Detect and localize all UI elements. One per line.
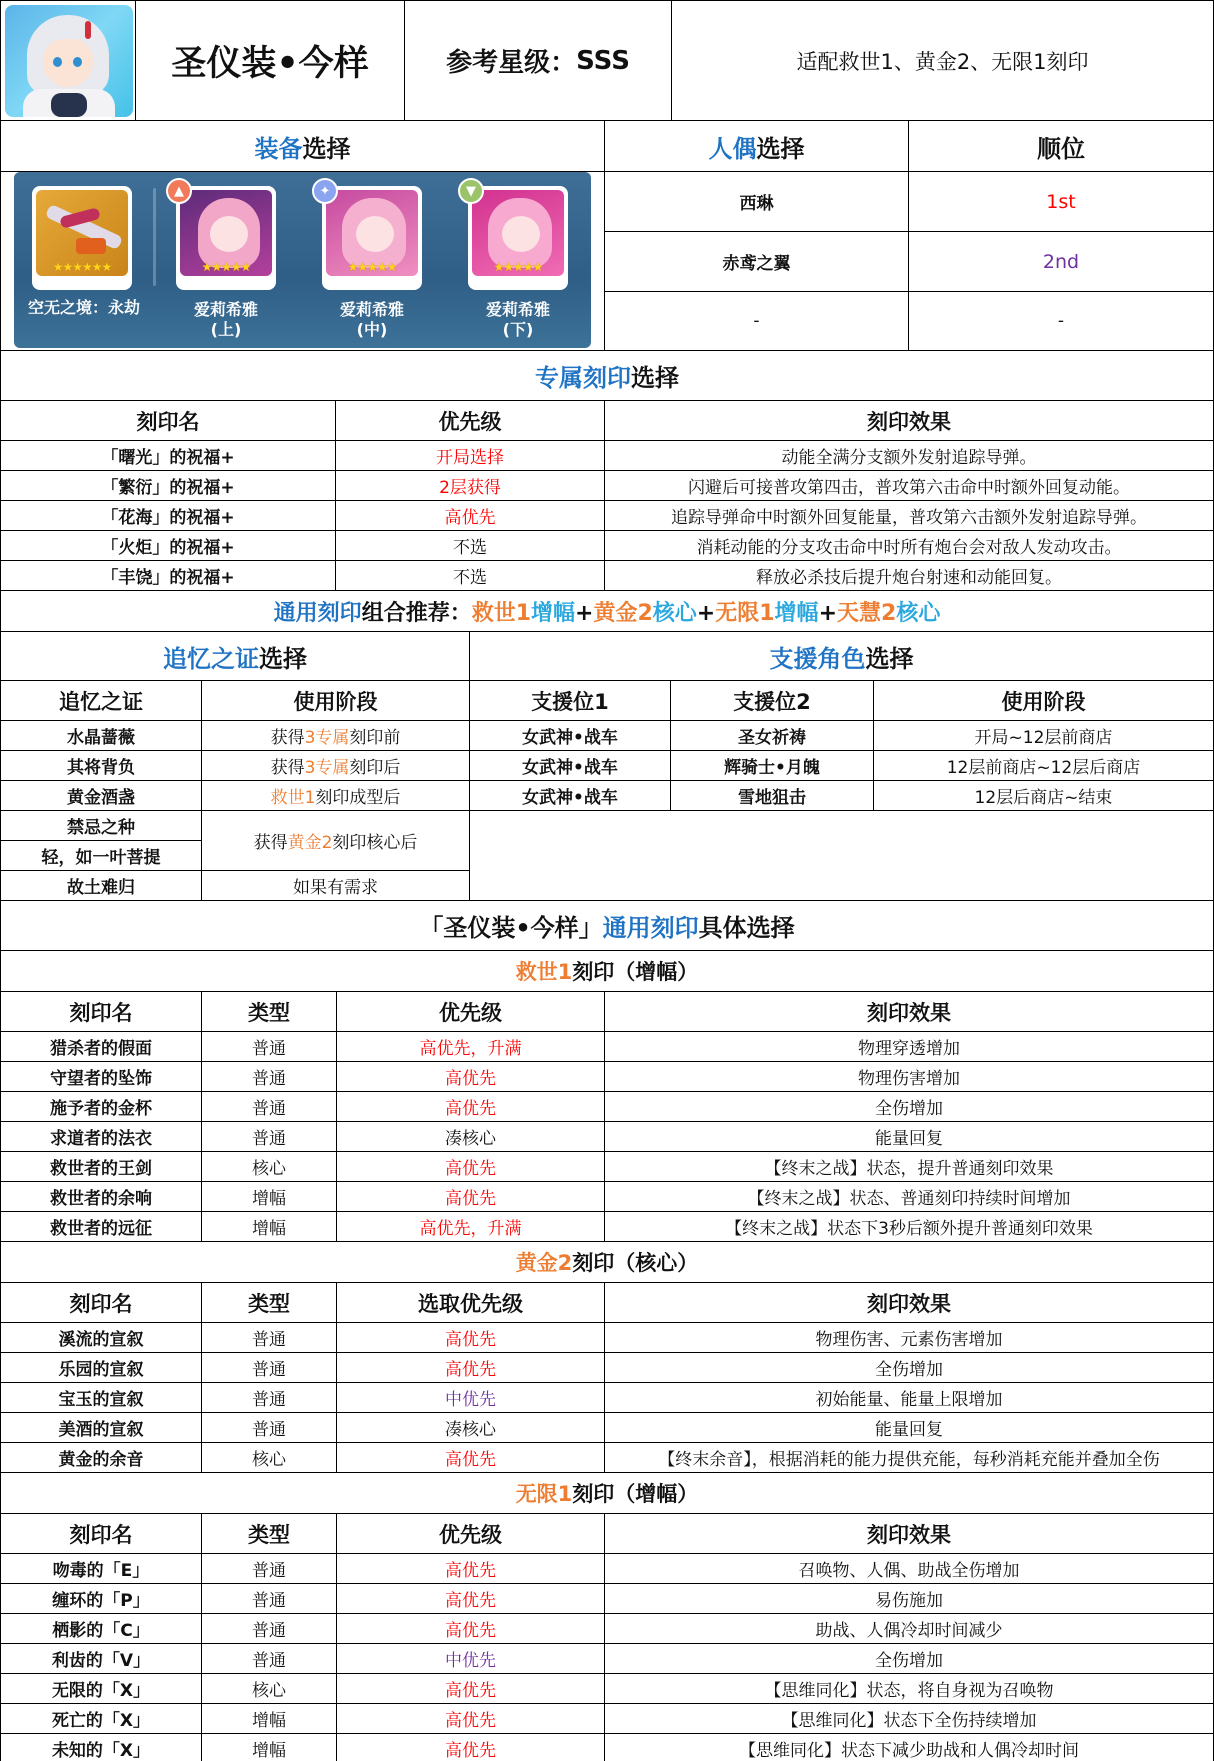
support-row-stage: 12层后商店~结束 bbox=[873, 780, 1214, 811]
memory-row-name: 水晶蔷薇 bbox=[0, 720, 202, 751]
combo-text: 通用刻印组合推荐：救世1增幅+黄金2核心+无限1增幅+天慧2核心 bbox=[273, 600, 941, 626]
general-header-name: 刻印名 bbox=[0, 991, 202, 1032]
doll-order-3: - bbox=[908, 291, 1214, 351]
general-row-type: 普通 bbox=[201, 1091, 337, 1122]
general-group-title: 黄金2 刻印（核心） bbox=[0, 1241, 1214, 1283]
general-row-effect: 召唤物、人偶、助战全伤增加 bbox=[604, 1553, 1214, 1584]
general-row-priority: 高优先 bbox=[336, 1553, 605, 1584]
exclusive-row-priority: 不选 bbox=[335, 560, 605, 591]
weapon-icon: ★★★★★★ bbox=[36, 190, 128, 276]
exclusive-header-priority: 优先级 bbox=[335, 400, 605, 441]
support-row-slot2: 辉骑士•月魄 bbox=[670, 750, 874, 781]
general-row-priority: 高优先 bbox=[336, 1181, 605, 1212]
doll-order-2: 2nd bbox=[908, 231, 1214, 292]
support-section-title: 支援角色 选择 bbox=[469, 631, 1214, 681]
general-row-effect: 【思维同化】状态，将自身视为召唤物 bbox=[604, 1673, 1214, 1704]
general-row-type: 普通 bbox=[201, 1352, 337, 1383]
general-row-type: 普通 bbox=[201, 1583, 337, 1614]
general-header-priority: 优先级 bbox=[336, 1513, 605, 1554]
general-row-name: 无限的「X」 bbox=[0, 1673, 202, 1704]
memory-row-stage-merged: 获得 黄金2 刻印核心后 bbox=[201, 810, 470, 871]
doll-name-2: 赤鸢之翼 bbox=[604, 231, 909, 292]
doll-order-1: 1st bbox=[908, 171, 1214, 232]
exclusive-row-name: 「曙光」的祝福+ bbox=[0, 440, 336, 471]
general-row-priority: 高优先 bbox=[336, 1673, 605, 1704]
general-row-priority: 高优先 bbox=[336, 1091, 605, 1122]
general-row-name: 救世者的王剑 bbox=[0, 1151, 202, 1182]
general-row-priority: 高优先 bbox=[336, 1733, 605, 1761]
memory-header-name: 追忆之证 bbox=[0, 680, 202, 721]
general-row-type: 普通 bbox=[201, 1121, 337, 1152]
general-row-name: 求道者的法衣 bbox=[0, 1121, 202, 1152]
memory-row-stage: 如果有需求 bbox=[201, 870, 470, 901]
general-row-priority: 高优先 bbox=[336, 1151, 605, 1182]
general-row-type: 普通 bbox=[201, 1643, 337, 1674]
character-name: 圣仪装•今样 bbox=[171, 43, 369, 84]
general-row-priority: 凑核心 bbox=[336, 1412, 605, 1443]
general-row-effect: 易伤施加 bbox=[604, 1583, 1214, 1614]
support-row-stage: 12层前商店~12层后商店 bbox=[873, 750, 1214, 781]
general-row-name: 宝玉的宣叙 bbox=[0, 1382, 202, 1413]
weapon-name: 空无之境：永劫 bbox=[27, 298, 140, 317]
general-row-type: 普通 bbox=[201, 1553, 337, 1584]
general-group-title: 救世1 刻印（增幅） bbox=[0, 950, 1214, 992]
adapt-note: 适配救世1、黄金2、无限1刻印 bbox=[796, 49, 1089, 74]
exclusive-row-priority: 高优先 bbox=[335, 500, 605, 531]
exclusive-row-effect: 动能全满分支额外发射追踪导弹。 bbox=[604, 440, 1214, 471]
memory-row-stage: 获得 3专属 刻印后 bbox=[201, 750, 470, 781]
general-row-name: 救世者的远征 bbox=[0, 1211, 202, 1242]
stigma-top-portrait: ★★★★★ bbox=[180, 190, 272, 276]
exclusive-row-effect: 追踪导弹命中时额外回复能量，普攻第六击额外发射追踪导弹。 bbox=[604, 500, 1214, 531]
general-row-type: 普通 bbox=[201, 1061, 337, 1092]
general-row-effect: 物理伤害增加 bbox=[604, 1061, 1214, 1092]
general-row-name: 施予者的金杯 bbox=[0, 1091, 202, 1122]
memory-row-stage: 救世1 刻印成型后 bbox=[201, 780, 470, 811]
general-row-effect: 能量回复 bbox=[604, 1121, 1214, 1152]
general-header-name: 刻印名 bbox=[0, 1513, 202, 1554]
general-row-type: 增幅 bbox=[201, 1181, 337, 1212]
general-row-priority: 高优先 bbox=[336, 1583, 605, 1614]
ice-element-icon: ✦ bbox=[312, 178, 338, 204]
general-row-name: 守望者的坠饰 bbox=[0, 1061, 202, 1092]
exclusive-row-priority: 开局选择 bbox=[335, 440, 605, 471]
general-row-type: 增幅 bbox=[201, 1211, 337, 1242]
stigma-middle-label: 爱莉希雅 (中) bbox=[339, 300, 404, 339]
support-row-stage: 开局~12层前商店 bbox=[873, 720, 1214, 751]
memory-header-stage: 使用阶段 bbox=[201, 680, 470, 721]
support-row-slot1: 女武神•战车 bbox=[469, 720, 671, 751]
combo-recommendation bbox=[0, 590, 1214, 632]
memory-row-stage: 获得 3专属 刻印前 bbox=[201, 720, 470, 751]
support-header-slot2: 支援位2 bbox=[670, 680, 874, 721]
equipment-section-title: 装备 选择 bbox=[0, 120, 605, 172]
general-row-effect: 【思维同化】状态下全伤持续增加 bbox=[604, 1703, 1214, 1734]
general-row-type: 普通 bbox=[201, 1613, 337, 1644]
exclusive-row-priority: 2层获得 bbox=[335, 470, 605, 501]
memory-row-name: 禁忌之种 bbox=[0, 810, 202, 841]
general-header-type: 类型 bbox=[201, 991, 337, 1032]
exclusive-row-name: 「丰饶」的祝福+ bbox=[0, 560, 336, 591]
exclusive-section-title: 专属刻印 选择 bbox=[0, 350, 1214, 401]
general-row-name: 美酒的宣叙 bbox=[0, 1412, 202, 1443]
general-row-effect: 全伤增加 bbox=[604, 1352, 1214, 1383]
general-row-name: 乐园的宣叙 bbox=[0, 1352, 202, 1383]
exclusive-row-name: 「花海」的祝福+ bbox=[0, 500, 336, 531]
general-row-effect: 【终末之战】状态下3秒后额外提升普通刻印效果 bbox=[604, 1211, 1214, 1242]
general-row-name: 死亡的「X」 bbox=[0, 1703, 202, 1734]
panel-divider bbox=[153, 188, 156, 286]
general-row-type: 增幅 bbox=[201, 1703, 337, 1734]
general-row-name: 黄金的余音 bbox=[0, 1442, 202, 1473]
memory-row-name: 故土难归 bbox=[0, 870, 202, 901]
doll-name-3: - bbox=[604, 291, 909, 351]
stigma-card-top[interactable] bbox=[176, 186, 276, 290]
general-row-type: 普通 bbox=[201, 1031, 337, 1062]
stigma-bottom-label: 爱莉希雅 (下) bbox=[485, 300, 550, 339]
general-row-effect: 物理穿透增加 bbox=[604, 1031, 1214, 1062]
stigma-top-label: 爱莉希雅 (上) bbox=[193, 300, 258, 339]
general-header-type: 类型 bbox=[201, 1513, 337, 1554]
general-row-type: 核心 bbox=[201, 1442, 337, 1473]
general-row-type: 增幅 bbox=[201, 1733, 337, 1761]
general-row-priority: 高优先，升满 bbox=[336, 1031, 605, 1062]
general-row-effect: 【终末余音】，根据消耗的能力提供充能，每秒消耗充能并叠加全伤 bbox=[604, 1442, 1214, 1473]
general-header-name: 刻印名 bbox=[0, 1282, 202, 1323]
general-row-effect: 助战、人偶冷却时间减少 bbox=[604, 1613, 1214, 1644]
adapt-note-cell bbox=[671, 0, 1214, 121]
general-row-effect: 全伤增加 bbox=[604, 1643, 1214, 1674]
general-row-name: 吻毒的「E」 bbox=[0, 1553, 202, 1584]
support-row-slot1: 女武神•战车 bbox=[469, 750, 671, 781]
general-row-effect: 【终末之战】状态，提升普通刻印效果 bbox=[604, 1151, 1214, 1182]
general-row-priority: 中优先 bbox=[336, 1382, 605, 1413]
general-row-name: 未知的「X」 bbox=[0, 1733, 202, 1761]
doll-section-title: 人偶 选择 bbox=[604, 120, 909, 172]
exclusive-row-name: 「火炬」的祝福+ bbox=[0, 530, 336, 561]
equipment-panel bbox=[14, 172, 591, 348]
character-avatar bbox=[5, 5, 133, 117]
general-row-priority: 高优先，升满 bbox=[336, 1211, 605, 1242]
rating-label: 参考星级： bbox=[446, 48, 577, 78]
memory-section-title: 追忆之证 选择 bbox=[0, 631, 470, 681]
weapon-card[interactable] bbox=[32, 186, 132, 290]
general-row-name: 栖影的「C」 bbox=[0, 1613, 202, 1644]
general-row-effect: 【思维同化】状态下减少助战和人偶冷却时间 bbox=[604, 1733, 1214, 1761]
stigma-bottom-portrait: ★★★★★ bbox=[472, 190, 564, 276]
general-row-effect: 能量回复 bbox=[604, 1412, 1214, 1443]
support-header-slot1: 支援位1 bbox=[469, 680, 671, 721]
exclusive-row-effect: 消耗动能的分支攻击命中时所有炮台会对敌人发动攻击。 bbox=[604, 530, 1214, 561]
exclusive-row-effect: 闪避后可接普攻第四击，普攻第六击命中时额外回复动能。 bbox=[604, 470, 1214, 501]
support-blank-area bbox=[470, 811, 1214, 901]
general-header-effect: 刻印效果 bbox=[604, 1282, 1214, 1323]
memory-row-name: 轻，如一叶菩提 bbox=[0, 840, 202, 871]
exclusive-row-name: 「繁衍」的祝福+ bbox=[0, 470, 336, 501]
rating-cell bbox=[404, 0, 672, 121]
general-header-type: 类型 bbox=[201, 1282, 337, 1323]
general-row-name: 猎杀者的假面 bbox=[0, 1031, 202, 1062]
general-header-priority: 选取优先级 bbox=[336, 1282, 605, 1323]
support-header-stage: 使用阶段 bbox=[873, 680, 1214, 721]
general-section-title: 「圣仪装•今样」 通用刻印 具体选择 bbox=[0, 900, 1214, 951]
general-row-priority: 高优先 bbox=[336, 1322, 605, 1353]
general-row-name: 救世者的余响 bbox=[0, 1181, 202, 1212]
general-header-priority: 优先级 bbox=[336, 991, 605, 1032]
general-row-type: 普通 bbox=[201, 1322, 337, 1353]
general-row-name: 缠环的「P」 bbox=[0, 1583, 202, 1614]
general-row-type: 普通 bbox=[201, 1412, 337, 1443]
general-row-priority: 高优先 bbox=[336, 1061, 605, 1092]
general-header-effect: 刻印效果 bbox=[604, 1513, 1214, 1554]
general-row-name: 利齿的「V」 bbox=[0, 1643, 202, 1674]
general-row-priority: 高优先 bbox=[336, 1613, 605, 1644]
exclusive-row-priority: 不选 bbox=[335, 530, 605, 561]
stigma-card-middle[interactable] bbox=[322, 186, 422, 290]
general-row-effect: 【终末之战】状态、普通刻印持续时间增加 bbox=[604, 1181, 1214, 1212]
support-row-slot2: 雪地狙击 bbox=[670, 780, 874, 811]
general-row-type: 核心 bbox=[201, 1151, 337, 1182]
stigma-middle-portrait: ★★★★★ bbox=[326, 190, 418, 276]
general-row-name: 溪流的宣叙 bbox=[0, 1322, 202, 1353]
fire-element-icon: ▲ bbox=[166, 178, 192, 204]
general-row-effect: 全伤增加 bbox=[604, 1091, 1214, 1122]
exclusive-row-effect: 释放必杀技后提升炮台射速和动能回复。 bbox=[604, 560, 1214, 591]
exclusive-header-effect: 刻印效果 bbox=[604, 400, 1214, 441]
support-row-slot1: 女武神•战车 bbox=[469, 780, 671, 811]
general-header-effect: 刻印效果 bbox=[604, 991, 1214, 1032]
general-row-priority: 高优先 bbox=[336, 1352, 605, 1383]
general-row-type: 普通 bbox=[201, 1382, 337, 1413]
memory-row-name: 其将背负 bbox=[0, 750, 202, 781]
character-name-cell bbox=[135, 0, 405, 121]
avatar-cell bbox=[0, 0, 136, 121]
nature-element-icon: ▼ bbox=[458, 178, 484, 204]
doll-name-1: 西琳 bbox=[604, 171, 909, 232]
exclusive-header-name: 刻印名 bbox=[0, 400, 336, 441]
support-row-slot2: 圣女祈祷 bbox=[670, 720, 874, 751]
general-row-effect: 初始能量、能量上限增加 bbox=[604, 1382, 1214, 1413]
general-group-title: 无限1 刻印（增幅） bbox=[0, 1472, 1214, 1514]
general-row-priority: 凑核心 bbox=[336, 1121, 605, 1152]
general-row-type: 核心 bbox=[201, 1673, 337, 1704]
general-row-effect: 物理伤害、元素伤害增加 bbox=[604, 1322, 1214, 1353]
stigma-card-bottom[interactable] bbox=[468, 186, 568, 290]
memory-row-name: 黄金酒盏 bbox=[0, 780, 202, 811]
doll-order-header: 顺位 bbox=[908, 120, 1214, 172]
general-row-priority: 高优先 bbox=[336, 1442, 605, 1473]
rating-value: SSS bbox=[576, 45, 630, 76]
general-row-priority: 中优先 bbox=[336, 1643, 605, 1674]
general-row-priority: 高优先 bbox=[336, 1703, 605, 1734]
